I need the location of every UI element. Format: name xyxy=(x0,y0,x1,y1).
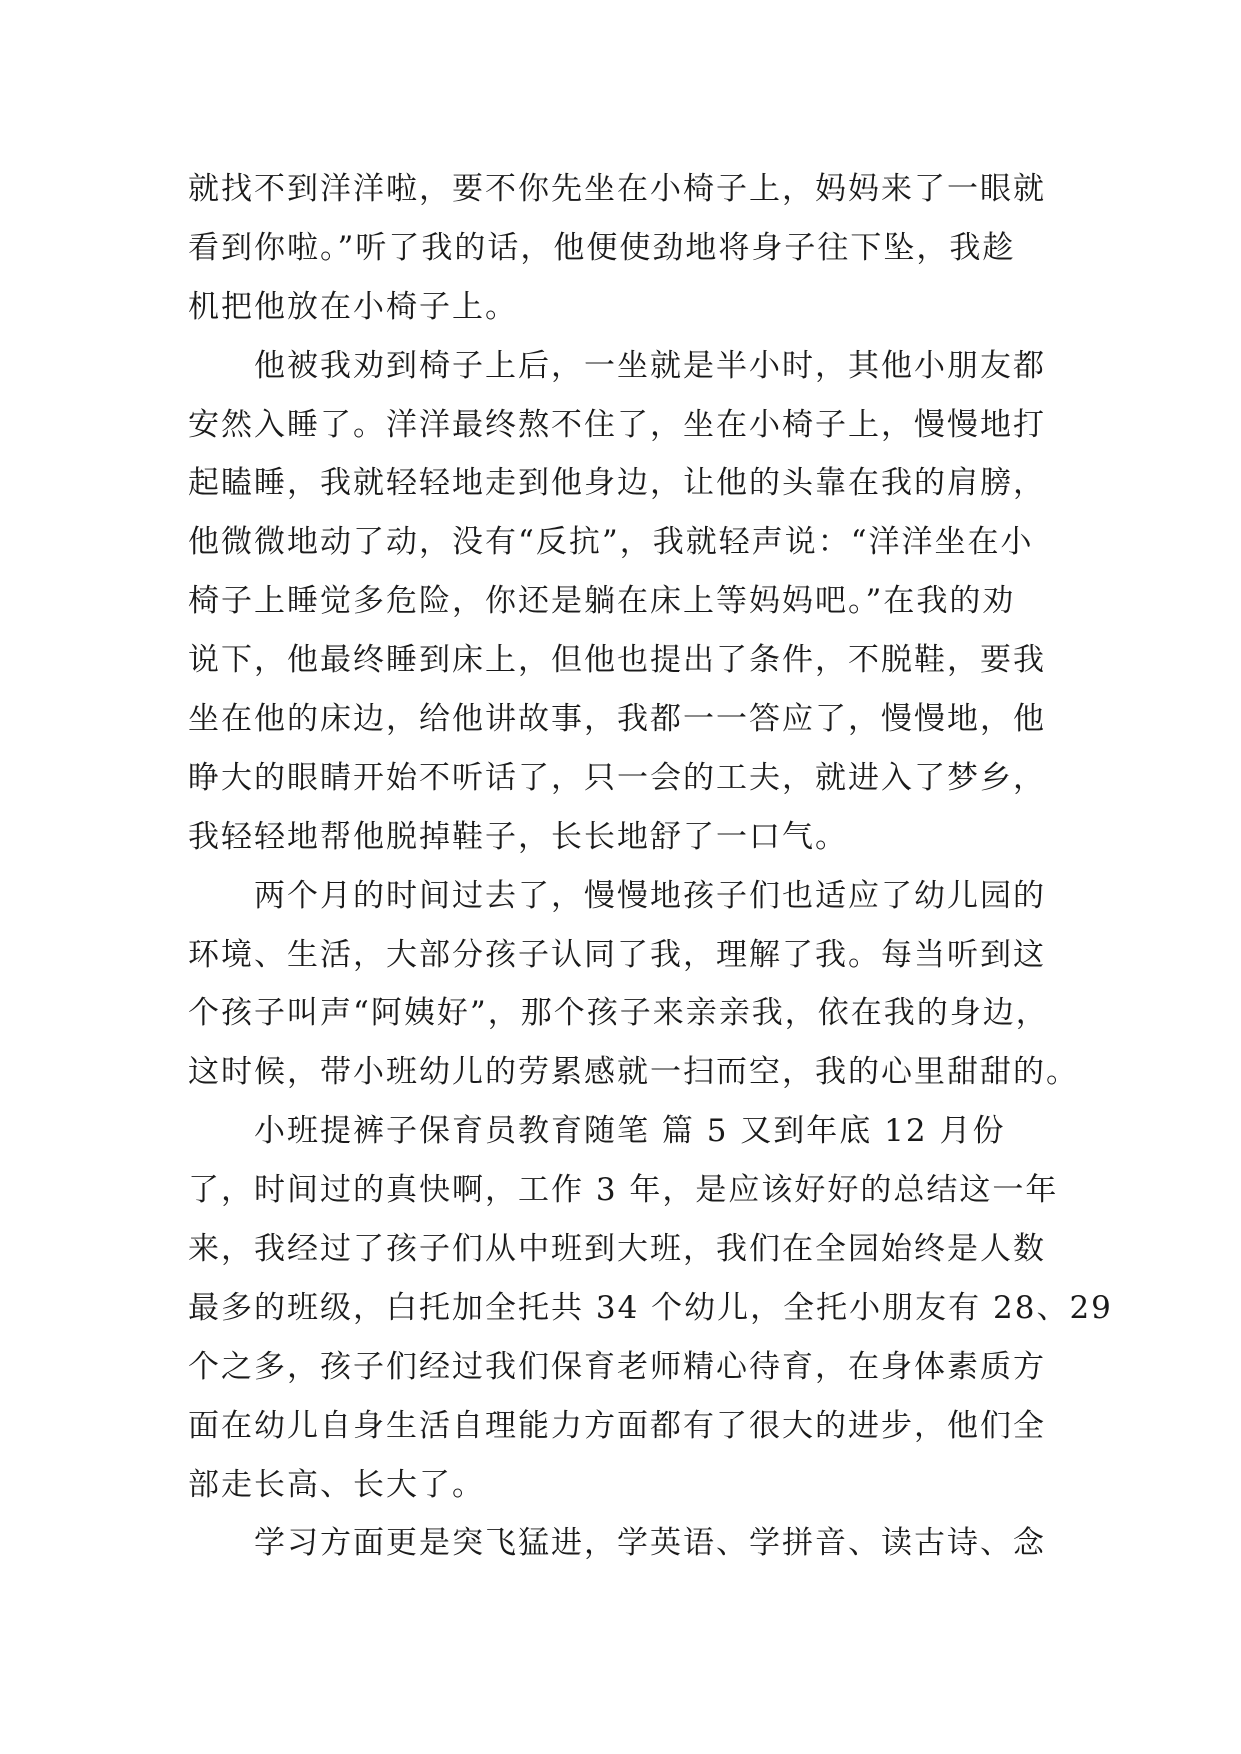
text-line: 两个月的时间过去了，慢慢地孩子们也适应了幼儿园的 xyxy=(254,877,1046,914)
text-line: 说下，他最终睡到床上，但他也提出了条件，不脱鞋，要我 xyxy=(188,642,1046,679)
text-line: 学习方面更是突飞猛进，学英语、学拼音、读古诗、念 xyxy=(254,1525,1046,1562)
text-line: 最多的班级，白托加全托共 34 个幼儿，全托小朋友有 28、29 xyxy=(188,1289,1113,1326)
text-line: 就找不到洋洋啦，要不你先坐在小椅子上，妈妈来了一眼就 xyxy=(188,171,1046,207)
text-line: 坐在他的床边，给他讲故事，我都一一答应了，慢慢地，他 xyxy=(188,701,1046,738)
text-line: 椅子上睡觉多危险，你还是躺在床上等妈妈吧。”在我的劝 xyxy=(188,583,1016,620)
text-line: 看到你啦。”听了我的话，他便使劲地将身子往下坠，我趁 xyxy=(188,229,1016,266)
text-line: 这时候，带小班幼儿的劳累感就一扫而空，我的心里甜甜的。 xyxy=(188,1054,1079,1091)
text-line: 机把他放在小椅子上。 xyxy=(188,288,518,325)
text-line: 来，我经过了孩子们从中班到大班，我们在全园始终是人数 xyxy=(188,1231,1046,1268)
text-line: 睁大的眼睛开始不听话了，只一会的工夫，就进入了梦乡， xyxy=(188,759,1046,796)
text-line: 小班提裤子保育员教育随笔 篇 5 又到年底 12 月份 xyxy=(254,1113,1006,1150)
text-line: 我轻轻地帮他脱掉鞋子，长长地舒了一口气。 xyxy=(188,818,848,855)
text-line: 起瞌睡，我就轻轻地走到他身边，让他的头靠在我的肩膀， xyxy=(188,465,1046,502)
text-line: 个之多，孩子们经过我们保育老师精心待育，在身体素质方 xyxy=(188,1348,1046,1385)
text-line: 部走长高、长大了。 xyxy=(188,1466,485,1503)
document-body xyxy=(188,160,1113,1573)
text-line: 环境、生活，大部分孩子认同了我，理解了我。每当听到这 xyxy=(188,936,1046,973)
text-line: 面在幼儿自身生活自理能力方面都有了很大的进步，他们全 xyxy=(188,1407,1046,1444)
text-line: 他被我劝到椅子上后，一坐就是半小时，其他小朋友都 xyxy=(254,347,1046,384)
text-line: 了，时间过的真快啊，工作 3 年，是应该好好的总结这一年 xyxy=(188,1172,1059,1209)
text-line: 安然入睡了。洋洋最终熬不住了，坐在小椅子上，慢慢地打 xyxy=(188,406,1046,443)
text-line: 个孩子叫声“阿姨好”，那个孩子来亲亲我，依在我的身边， xyxy=(188,995,1049,1032)
text-line: 他微微地动了动，没有“反抗”，我就轻声说：“洋洋坐在小 xyxy=(188,524,1034,561)
